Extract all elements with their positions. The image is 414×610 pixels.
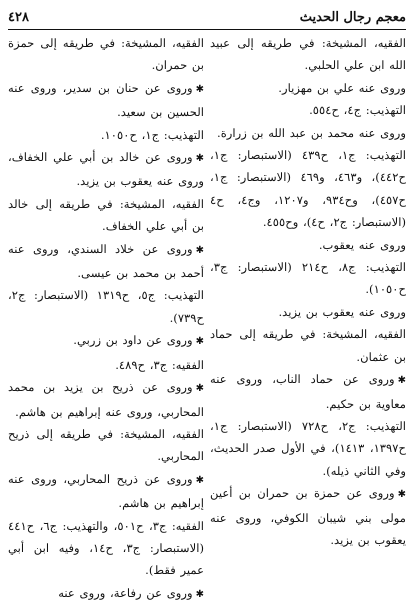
entry-text: الفقيه، المشيخة: في طريقه إلى حمزة بن حمران.	[8, 36, 204, 73]
entry-text: وروى عنه علي بن مهزيار.	[278, 80, 406, 95]
book-title: معجم رجال الحديث	[299, 9, 406, 25]
entry-paragraph	[8, 193, 204, 238]
page-header	[8, 6, 406, 28]
entry-paragraph	[8, 468, 204, 515]
entry-text: وروى عن حمزة بن حمران بن أعين مولى بني شيبان الكوفي، وروى عنه يعقوب بن يزيد.	[210, 486, 406, 547]
asterisk-icon: ✱	[195, 336, 204, 348]
right-column	[210, 32, 406, 604]
entry-text: وروى عنه يعقوب.	[318, 237, 406, 252]
asterisk-icon: ✱	[195, 153, 204, 165]
entry-paragraph	[8, 423, 204, 468]
entry-text: وروى عن خلاد السندي، وروى عنه أحمد بن محمد بن عيسى.	[8, 241, 204, 281]
entry-text: التهذيب: ج٤، ح٥٥٤.	[309, 103, 406, 118]
entry-text: وروى عن رفاعة، وروى عنه	[58, 585, 193, 600]
entry-text: التهذيب: ج١، ح١٠٥٠.	[100, 127, 204, 142]
entry-paragraph	[210, 368, 406, 415]
entry-paragraph	[8, 77, 204, 124]
page-number: ٤٢٨	[8, 9, 29, 25]
entry-text: الفقيه: ج٣، ح٥٠١، والتهذيب: ج٦، ح٤٤١ (الاستبصار: ج٣، ح١٤، وفيه ابن أبي عمير فقط).	[8, 518, 204, 578]
entry-paragraph	[8, 32, 204, 77]
entry-paragraph	[8, 238, 204, 285]
entry-paragraph	[8, 354, 204, 376]
left-column	[8, 32, 204, 604]
entry-paragraph	[8, 329, 204, 353]
entry-text: التهذيب: ج٢، ح٧٢٨ (الاستبصار: ج١، ح١٣٩٧، ١٤١٣)، في الأول صدر الحديث، وفي الثاني ذيله).	[210, 418, 406, 478]
asterisk-icon: ✱	[397, 375, 406, 387]
entry-text: وروى عن ذريح المحاربي، وروى عنه إبراهيم بن هاشم.	[8, 471, 204, 511]
entry-text: الفقيه: ج٣، ح٤٨٩.	[115, 357, 204, 372]
entry-text: وروى عن حنان بن سدير، وروى عنه الحسين بن سعيد.	[8, 80, 204, 120]
asterisk-icon: ✱	[195, 244, 204, 256]
entry-text: التهذيب: ج٨، ح٢١٤ (الاستبصار: ج٣، ح١٠٥٠).	[210, 260, 406, 297]
entry-paragraph	[8, 376, 204, 423]
entry-text: التهذيب: ج١، ح٤٣٩ (الاستبصار: ج١، ح٤٤٢)، و٤٦٣، و٤٦٩ (الاستبصار: ج١، ح٤٥٧)، وح٩٣٤، و١٢٠٧، وج٤، ح٤ (الاستبصار: ج٢، ح٤)، وح٤٥٥.	[210, 148, 406, 230]
entry-text: وروى عن ذريح بن يزيد بن محمد المحاربي، وروى عنه إبراهيم بن هاشم.	[8, 380, 204, 419]
entry-paragraph	[210, 301, 406, 323]
entry-paragraph	[8, 582, 204, 606]
entry-text: وروى عنه محمد بن عبد الله بن زرارة.	[217, 125, 406, 140]
entry-paragraph	[210, 32, 406, 77]
entry-paragraph	[8, 284, 204, 329]
entry-text: الفقيه، المشيخة: في طريقه إلى حماد بن عثمان.	[210, 327, 406, 364]
entry-text: وروى عنه يعقوب بن يزيد.	[278, 304, 406, 319]
asterisk-icon: ✱	[195, 588, 204, 600]
entry-paragraph	[210, 415, 406, 482]
entry-text: الفقيه، المشيخة: في طريقه إلى خالد بن أبي علي الخفاف.	[8, 196, 204, 234]
header-rule	[8, 29, 406, 30]
entry-text: وروى عن داود بن زربي.	[73, 333, 193, 348]
entry-paragraph	[210, 122, 406, 144]
entry-paragraph	[210, 234, 406, 256]
entry-text: الفقيه، المشيخة: في طريقه إلى ذريح المحاربي.	[8, 426, 204, 464]
entry-paragraph	[8, 146, 204, 193]
entry-paragraph	[210, 99, 406, 121]
entry-paragraph	[210, 256, 406, 301]
entry-paragraph	[8, 515, 204, 582]
entry-paragraph	[210, 323, 406, 368]
entry-paragraph	[210, 482, 406, 551]
entry-paragraph	[8, 124, 204, 146]
entry-text: وروى عن حماد الناب، وروى عنه معاوية بن حكيم.	[210, 372, 406, 411]
entry-paragraph	[210, 144, 406, 234]
asterisk-icon: ✱	[397, 489, 406, 501]
entry-text: وروى عن خالد بن أبي علي الخفاف، وروى عنه يعقوب بن يزيد.	[8, 150, 204, 189]
asterisk-icon: ✱	[195, 383, 204, 395]
asterisk-icon: ✱	[195, 83, 204, 95]
asterisk-icon: ✱	[195, 474, 204, 486]
entry-text: التهذيب: ج٥، ح١٣١٩ (الاستبصار: ج٢، ح٧٣٩).	[8, 288, 205, 325]
entry-text: الفقيه، المشيخة: في طريقه إلى عبيد الله ابن علي الحلبي.	[210, 36, 406, 73]
entry-paragraph	[210, 77, 406, 99]
